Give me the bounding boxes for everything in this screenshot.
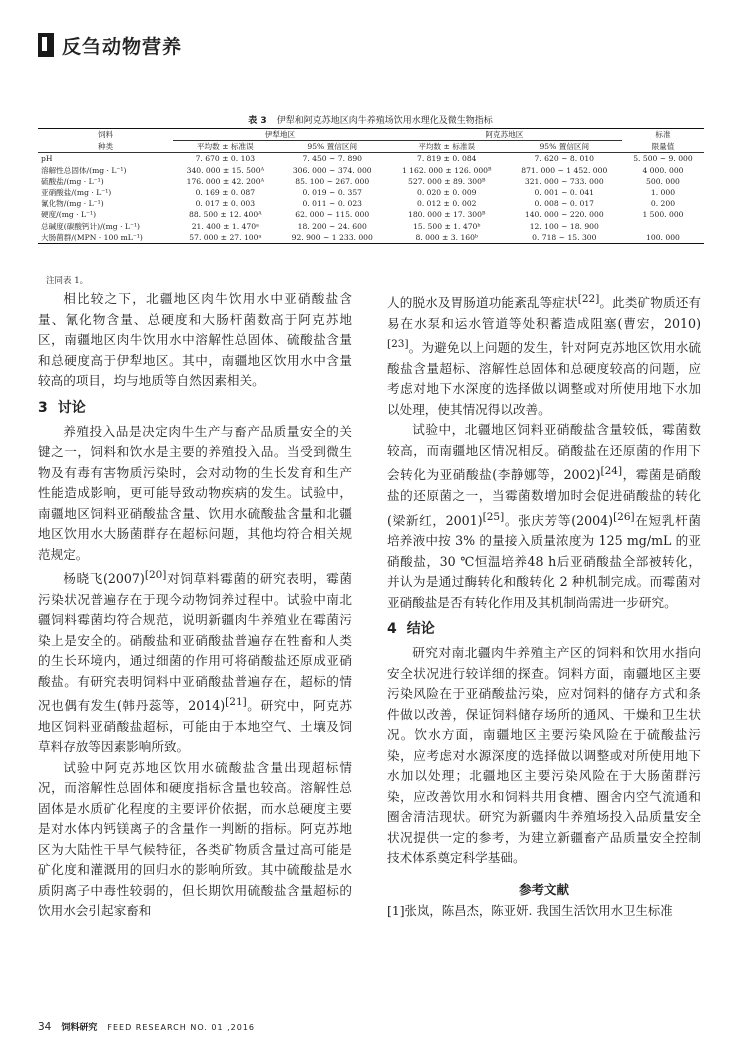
table-row: [38, 232, 704, 244]
citation: [24]: [600, 465, 623, 478]
table-caption: [0, 113, 741, 126]
citation: [23]: [387, 338, 409, 351]
table-cell-yl-ci: 62. 000 ~ 115. 000: [295, 210, 370, 220]
paragraph: 研究对南北疆肉牛养殖主产区的饲料和饮用水指向安全状况进行较详细的探查。饲料方面，南疆地区主要污染风险在于亚硝酸盐污染，应对饲料的储存方式和条件做以改善，保证饲料储存场所的通风、干燥和卫生状况。饮水方面，南疆地区主要污染风险在于硫酸盐污染，应考虑对水源深度的选择做以调整或对所使用地下水加以处理；北疆地区主要污染风险在于大肠菌群污染，应改善饮用水和饲料共用食槽、圈舍内空气流通和圈舍清洁现状。研究为新疆肉牛养殖场投入品质量安全状况提供一定的参考，为建立新疆畜产品质量安全控制技术体系奠定科学基础。: [387, 645, 701, 866]
paragraph: 相比较之下，北疆地区肉牛饮用水中亚硝酸盐含量、氰化物含量、总硬度和大肠杆菌数高于阿克苏地区，南疆地区肉牛饮用水中溶解性总固体、硫酸盐含量和总硬度高于伊犁地区。其中，南疆地区饮用水中含量较高的项目，均与地质等自然因素相关。: [38, 291, 352, 388]
table-cell-ak-ci: 7. 620 ~ 8. 010: [534, 154, 595, 164]
table-cell-name: 总碱度(碳酸钙计)/(mg · L⁻¹): [41, 221, 140, 231]
section-mark-icon: [38, 33, 54, 57]
table-header-mean: 平均数 ± 标准误: [173, 141, 278, 153]
table-cell-yl-ci: 0. 019 ~ 0. 357: [302, 188, 362, 198]
table-cell-ak-mean: 15. 500 ± 1. 470ᵇ: [413, 221, 481, 231]
table-cell-ak-mean: 527. 000 ± 89. 300ᴮ: [407, 176, 486, 186]
table-cell-yl-mean: 7. 670 ± 0. 103: [195, 154, 256, 164]
table-cell-yl-mean: 88. 500 ± 12. 400ᴬ: [189, 210, 262, 220]
table-header-region-aksu: 阿克苏地区: [387, 129, 622, 141]
table-row: [38, 187, 704, 198]
table-row: [38, 153, 704, 165]
paragraph: 养殖投入品是决定肉牛生产与畜产品质量安全的关键之一，饲料和饮水是主要的养殖投入品。当受到微生物及有毒有害物质污染时，会对动物的生长发育和生产性能造成影响，更可能导致动物疾病的发生。试验中，南疆地区饲料亚硝酸盐含量、饮用水硫酸盐含量和北疆地区饮用水大肠菌群存在超标问题，其他均符合相关规范规定。: [38, 423, 352, 562]
table-cell-name: 大肠菌群/(MPN · 100 mL⁻¹): [38, 232, 173, 244]
table-cell-yl-ci: 18. 200 ~ 24. 600: [297, 221, 367, 231]
table-cell-yl-mean: 57. 000 ± 27. 100ᵃ: [173, 232, 278, 244]
table-cell-yl-ci: 7. 450 ~ 7. 890: [302, 154, 362, 164]
paragraph: 杨晓飞(2007)[20]对饲草料霉菌的研究表明，霉菌污染状况普遍存在于现今动物饲养过程中。试验中南北疆饲料霉菌均符合规范，说明新疆肉牛养殖业在霉菌污染上是安全的。硝酸盐和亚硝酸盐普遍存在牲畜和人类的生长环境内，通过细菌的作用可将硝酸盐还原成亚硝酸盐。有研究表明饲料中亚硝酸盐普遍存在，超标的情况也偶有发生(韩丹蕊等，2014)[21]。研究中，阿克苏地区饲料亚硝酸盐超标，可能由于本地空气、土壤及饲草料存放等因素影响所致。: [38, 569, 352, 755]
table-cell-yl-mean: 340. 000 ± 15. 500ᴬ: [186, 165, 265, 175]
table-cell-ak-mean: 1 162. 000 ± 126. 000ᴮ: [401, 165, 492, 175]
table-cell-std: [622, 221, 704, 232]
journal-name: 饲料研究: [61, 1023, 98, 1033]
table-cell-yl-mean: 0. 169 ± 0. 087: [195, 188, 256, 198]
table-cell-ak-mean: 8. 000 ± 3. 160ᵇ: [387, 232, 507, 244]
table-cell-ak-ci: 140. 000 ~ 220. 000: [524, 210, 604, 220]
table-cell-yl-ci: 306. 000 ~ 374. 000: [292, 165, 372, 175]
table-caption-number: 表 3: [248, 116, 267, 126]
table-header-ci: 95% 置信区间: [507, 141, 622, 153]
paragraph: 人的脱水及胃肠道功能紊乱等症状[22]。此类矿物质还有易在水泵和运水管道等处积蓄造成阻塞(曹宏，2010)[23]。为避免以上问题的发生，针对阿克苏地区饮用水硫酸盐含量超标、溶解性总固体和总硬度较高的问题，应考虑对地下水深度的选择做以调整或对所使用地下水加以处理，使其情况得以改善。: [387, 293, 702, 417]
table-row: [38, 198, 704, 209]
table-cell-ak-ci: 0. 718 ~ 15. 300: [507, 232, 622, 244]
section-heading-discussion: 3 讨论: [38, 399, 86, 416]
citation: [25]: [482, 510, 505, 523]
left-column: [38, 289, 352, 922]
table-cell-std: 0. 200: [650, 199, 676, 209]
page-footer: [38, 1020, 265, 1033]
table-cell-std: 100. 000: [622, 232, 704, 244]
table-cell-yl-mean: 176. 000 ± 42. 200ᴬ: [186, 176, 265, 186]
table-cell-yl-ci: 0. 011 ~ 0. 023: [302, 199, 362, 209]
table-header-mean: 平均数 ± 标准误: [387, 141, 507, 153]
paragraph: 试验中，北疆地区饲料亚硝酸盐含量较低，霉菌数较高，而南疆地区情况相反。硝酸盐在还原菌的作用下会转化为亚硝酸盐(李静娜等，2002)[24]，霉菌是硝酸盐的还原菌之一，当霉菌数增加时会促进硝酸盐的转化(梁新红，2001)[25]。张庆芳等(2004)[26]在短乳杆菌培养液中按 3% 的量接入质量浓度为 125 mg/mL 的亚硝酸盐，30 ℃恒温培养48 h后亚硝酸盐全部被转化，并认为是通过酶转化和酸转化 2 种机制完成。而霉菌对亚硝酸盐是否有转化作用及其机制尚需进一步研究。: [387, 422, 701, 610]
table-cell-ak-ci: 871. 000 ~ 1 452. 000: [521, 165, 608, 175]
section-title: 反刍动物营养: [62, 35, 183, 58]
table-cell-std: 4 000. 000: [642, 165, 684, 175]
table-cell-name: 硬度/(mg · L⁻¹): [41, 210, 97, 220]
table-cell-name: 溶解性总固体/(mg · L⁻¹): [41, 165, 127, 175]
table-row: [38, 221, 704, 232]
paragraph: 试验中阿克苏地区饮用水硫酸盐含量出现超标情况，而溶解性总固体和硬度指标含量也较高。溶解性总固体是水质矿化程度的主要评价依据，而水总硬度主要是对水体内钙镁离子的含量作一判断的指标。阿克苏地区为大陆性干旱气候特征，各类矿物质含量过高可能是矿化度和灌溉用的回归水的影响所致。其中硫酸盐是水质阴离子中毒性较弱的，但长期饮用硫酸盐含量超标的饮用水会引起家畜和: [38, 759, 352, 919]
citation: [26]: [613, 510, 635, 523]
table-cell-std: 1 500. 000: [642, 210, 684, 220]
table-cell-yl-ci: 85. 100 ~ 267. 000: [295, 176, 370, 186]
table-cell-name: 亚硝酸盐/(mg · L⁻¹): [41, 188, 112, 198]
table-cell-name: 氰化物/(mg · L⁻¹): [41, 199, 104, 209]
table-header-standard: 标准: [622, 129, 704, 141]
table-header-limit: 限量值: [622, 141, 704, 153]
table-row: [38, 176, 704, 187]
water-quality-table: [38, 128, 704, 244]
citation: [22]: [577, 293, 600, 305]
table-caption-text: 伊犁和阿克苏地区肉牛养殖场饮用水理化及微生物指标: [276, 116, 493, 126]
table-cell-ak-ci: 321. 000 ~ 733. 000: [524, 176, 604, 186]
section-heading-conclusion: 4 结论: [387, 621, 435, 638]
table-cell-std: 1. 000: [650, 188, 676, 198]
table-cell-std: 5. 500 ~ 9. 000: [633, 154, 693, 164]
table-cell-ak-mean: 0. 012 ± 0. 002: [416, 199, 477, 209]
table-row: [38, 209, 704, 220]
table-cell-ak-mean: 0. 020 ± 0. 009: [416, 188, 477, 198]
reference-item: [1]张岚，陈昌杰，陈亚妍. 我国生活饮用水卫生标准: [387, 902, 673, 918]
table-note: 注同表 1。: [46, 276, 89, 286]
citation: [20]: [144, 569, 167, 581]
journal-issue: FEED RESEARCH NO. 01 ,2016: [107, 1023, 255, 1032]
table-cell-name: pH: [41, 154, 53, 164]
table-header-item: 饲料: [38, 129, 173, 141]
running-header: [38, 30, 182, 60]
table-cell-ak-ci: 0. 008 ~ 0. 017: [534, 199, 595, 209]
table-row: [38, 165, 704, 176]
table-header-region-yili: 伊犁地区: [173, 129, 387, 141]
table-cell-yl-mean: 0. 017 ± 0. 003: [195, 199, 256, 209]
table-cell-ak-mean: 7. 819 ± 0. 084: [416, 154, 477, 164]
table-cell-ak-ci: 12. 100 ~ 18. 900: [529, 221, 599, 231]
page-number: 34: [38, 1021, 52, 1033]
table-cell-name: 硫酸盐/(mg · L⁻¹): [41, 176, 104, 186]
table-cell-yl-mean: 21. 400 ± 1. 470ᵃ: [191, 221, 259, 231]
table-cell-std: 500. 000: [646, 176, 680, 186]
table-cell-ak-mean: 180. 000 ± 17. 300ᴮ: [407, 210, 486, 220]
table-cell-yl-ci: 92. 900 ~ 1 233. 000: [278, 232, 387, 244]
right-column: [387, 289, 701, 921]
citation: [21]: [225, 696, 247, 709]
table-header-ci: 95% 置信区间: [278, 141, 387, 153]
references-heading: 参考文献: [518, 881, 569, 897]
table-header-kind: 种类: [38, 141, 173, 153]
table-cell-ak-ci: 0. 001 ~ 0. 041: [534, 188, 595, 198]
